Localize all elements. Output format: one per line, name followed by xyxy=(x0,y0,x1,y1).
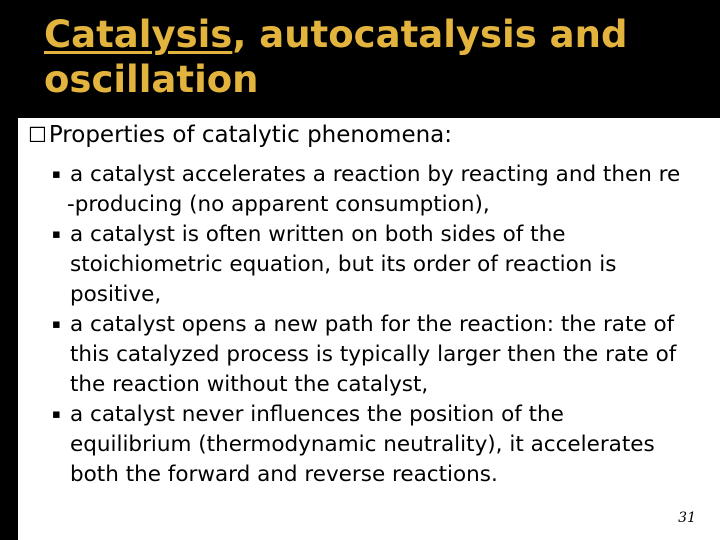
item-line: positive, xyxy=(70,282,162,307)
square-bullet-icon: ▪ xyxy=(52,407,61,422)
list-item xyxy=(18,400,720,490)
item-line: equilibrium (thermodynamic neutrality), it accelerates xyxy=(70,432,655,457)
item-line: -producing (no apparent consumption), xyxy=(67,192,490,217)
slide-content xyxy=(18,118,720,540)
square-bullet-icon: ▪ xyxy=(52,227,61,242)
item-line: a catalyst never influences the position of the xyxy=(70,402,564,427)
slide-title xyxy=(44,12,664,102)
item-line: a catalyst opens a new path for the reaction: the rate of xyxy=(70,312,675,337)
title-text-line2: oscillation xyxy=(44,58,259,101)
item-line: the reaction without the catalyst, xyxy=(70,372,429,397)
square-bullet-icon: ▪ xyxy=(52,317,61,332)
list-item xyxy=(18,310,720,400)
lead-line xyxy=(28,120,452,150)
item-line: stoichiometric equation, but its order of reaction is xyxy=(70,252,617,277)
item-line: this catalyzed process is typically larger then the rate of xyxy=(70,342,677,367)
bullet-list xyxy=(18,160,720,490)
title-band xyxy=(0,0,720,118)
lead-text: Properties of catalytic phenomena: xyxy=(48,122,453,148)
list-item xyxy=(18,220,720,310)
box-bullet-icon: ☐ xyxy=(28,123,47,147)
item-line: both the forward and reverse reactions. xyxy=(70,462,498,487)
page-number: 31 xyxy=(678,510,696,526)
title-link-text[interactable]: Catalysis xyxy=(44,13,233,56)
list-item xyxy=(18,160,720,220)
item-line: a catalyst is often written on both sides of the xyxy=(70,222,566,247)
title-text: , autocatalysis and xyxy=(232,13,628,56)
square-bullet-icon: ▪ xyxy=(52,167,61,182)
item-line: a catalyst accelerates a reaction by reacting and then re xyxy=(70,162,681,187)
